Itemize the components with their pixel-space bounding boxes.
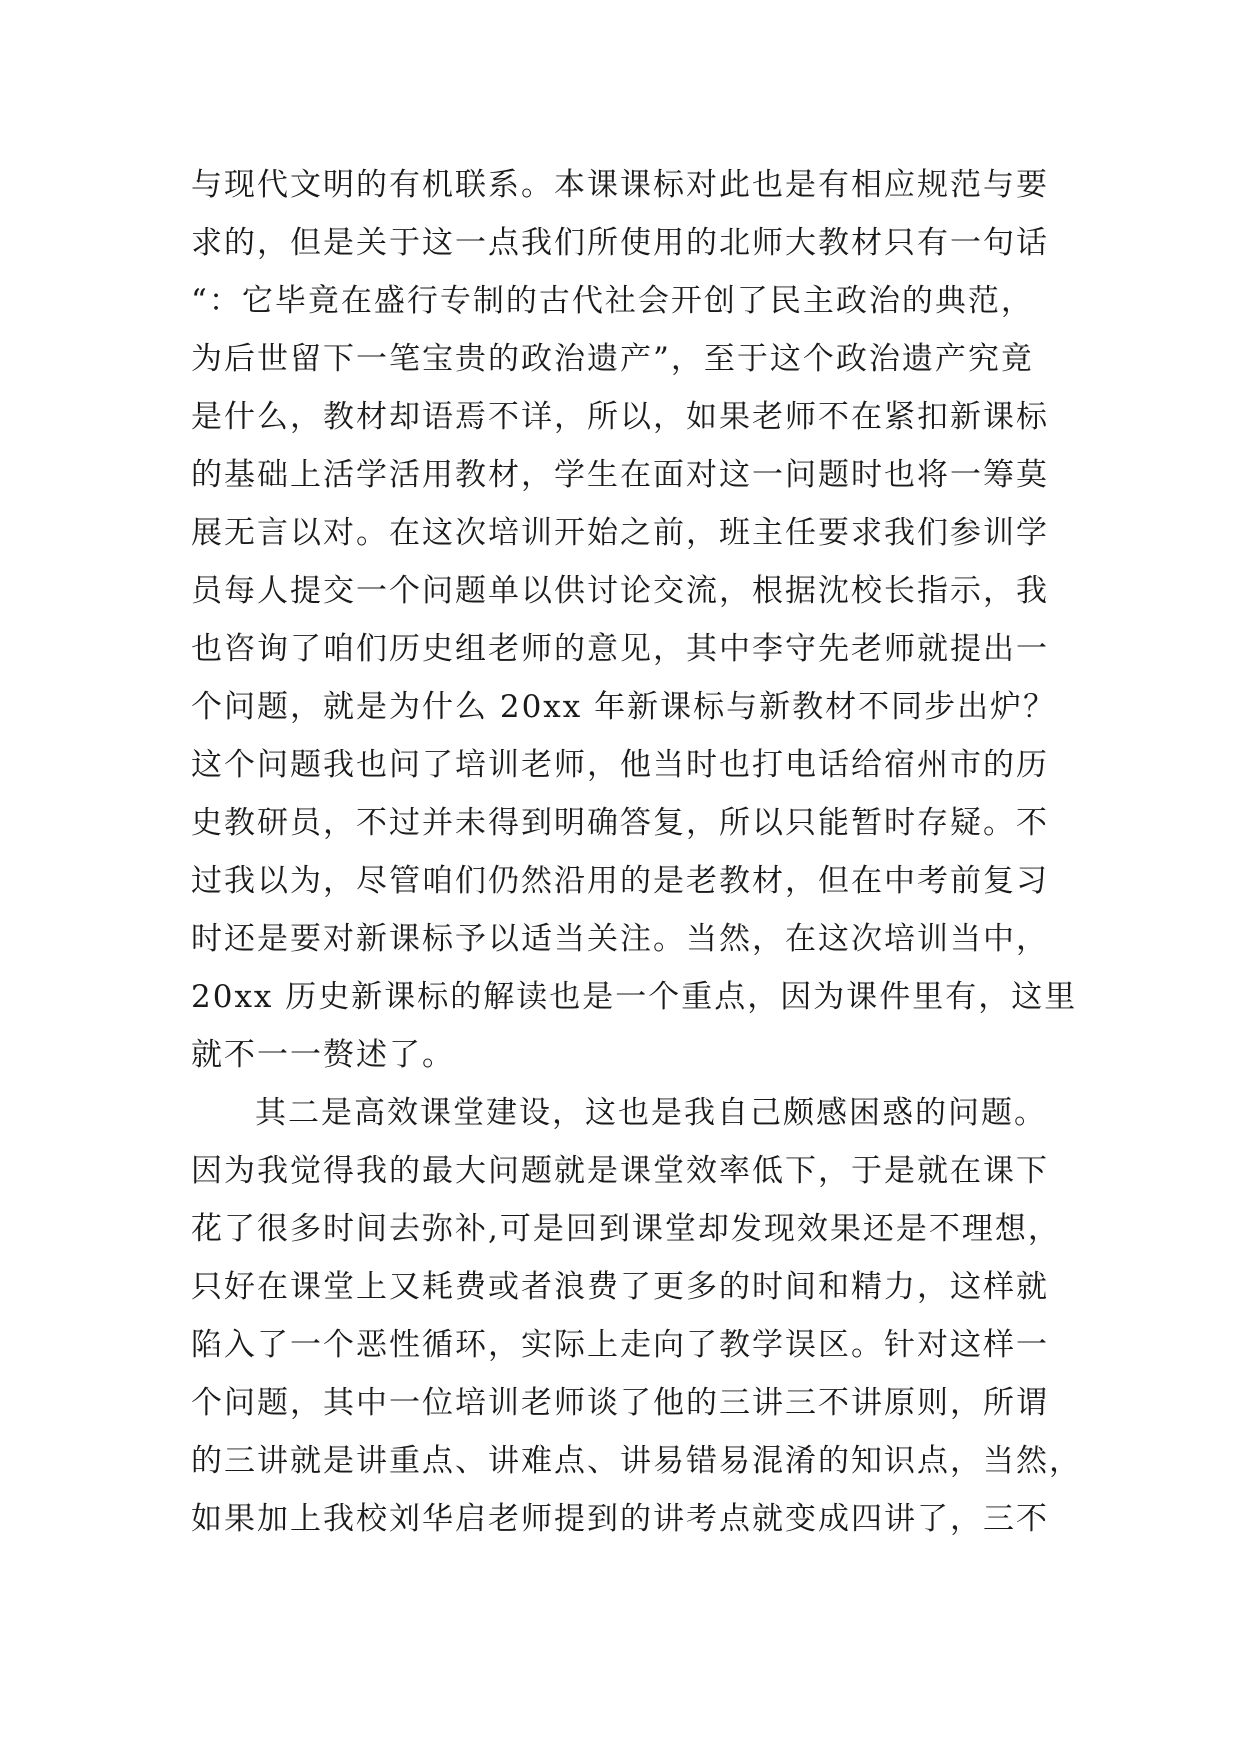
text-line: 就不一一赘述了。 xyxy=(191,1037,455,1073)
text-line: 的三讲就是讲重点、讲难点、讲易错易混淆的知识点，当然， xyxy=(191,1443,1082,1479)
text-line: “：它毕竟在盛行专制的古代社会开创了民主政治的典范， xyxy=(191,283,1034,319)
paragraph-1 xyxy=(191,156,1078,1084)
text-line: 史教研员，不过并未得到明确答复，所以只能暂时存疑。不 xyxy=(191,805,1049,841)
text-line: 为后世留下一笔宝贵的政治遗产”，至于这个政治遗产究竟 xyxy=(191,341,1034,377)
text-line: 个问题，就是为什么 20xx 年新课标与新教材不同步出炉？ xyxy=(191,689,1057,725)
text-line-indented: 其二是高效课堂建设，这也是我自己颇感困惑的问题。 xyxy=(255,1095,1047,1131)
text-line: 时还是要对新课标予以适当关注。当然，在这次培训当中， xyxy=(191,921,1049,957)
text-line: 只好在课堂上又耗费或者浪费了更多的时间和精力，这样就 xyxy=(191,1269,1049,1305)
text-line: 个问题，其中一位培训老师谈了他的三讲三不讲原则，所谓 xyxy=(191,1385,1049,1421)
text-line: 与现代文明的有机联系。本课课标对此也是有相应规范与要 xyxy=(191,167,1049,203)
paragraph-2 xyxy=(191,1084,1082,1548)
text-line: 陷入了一个恶性循环，实际上走向了教学误区。针对这样一 xyxy=(191,1327,1049,1363)
body-text xyxy=(191,156,1082,1548)
text-line: 展无言以对。在这次培训开始之前，班主任要求我们参训学 xyxy=(191,515,1049,551)
text-line: 这个问题我也问了培训老师，他当时也打电话给宿州市的历 xyxy=(191,747,1049,783)
text-line: 因为我觉得我的最大问题就是课堂效率低下，于是就在课下 xyxy=(191,1153,1049,1189)
text-line: 如果加上我校刘华启老师提到的讲考点就变成四讲了，三不 xyxy=(191,1501,1049,1537)
text-line: 过我以为，尽管咱们仍然沿用的是老教材，但在中考前复习 xyxy=(191,863,1049,899)
text-line: 20xx 历史新课标的解读也是一个重点，因为课件里有，这里 xyxy=(191,979,1078,1015)
text-line: 的基础上活学活用教材，学生在面对这一问题时也将一筹莫 xyxy=(191,457,1049,493)
text-line: 也咨询了咱们历史组老师的意见，其中李守先老师就提出一 xyxy=(191,631,1049,667)
text-line: 员每人提交一个问题单以供讨论交流，根据沈校长指示，我 xyxy=(191,573,1049,609)
text-line: 求的，但是关于这一点我们所使用的北师大教材只有一句话 xyxy=(191,225,1049,261)
text-line: 花了很多时间去弥补,可是回到课堂却发现效果还是不理想， xyxy=(191,1211,1061,1247)
text-line: 是什么，教材却语焉不详，所以，如果老师不在紧扣新课标 xyxy=(191,399,1049,435)
